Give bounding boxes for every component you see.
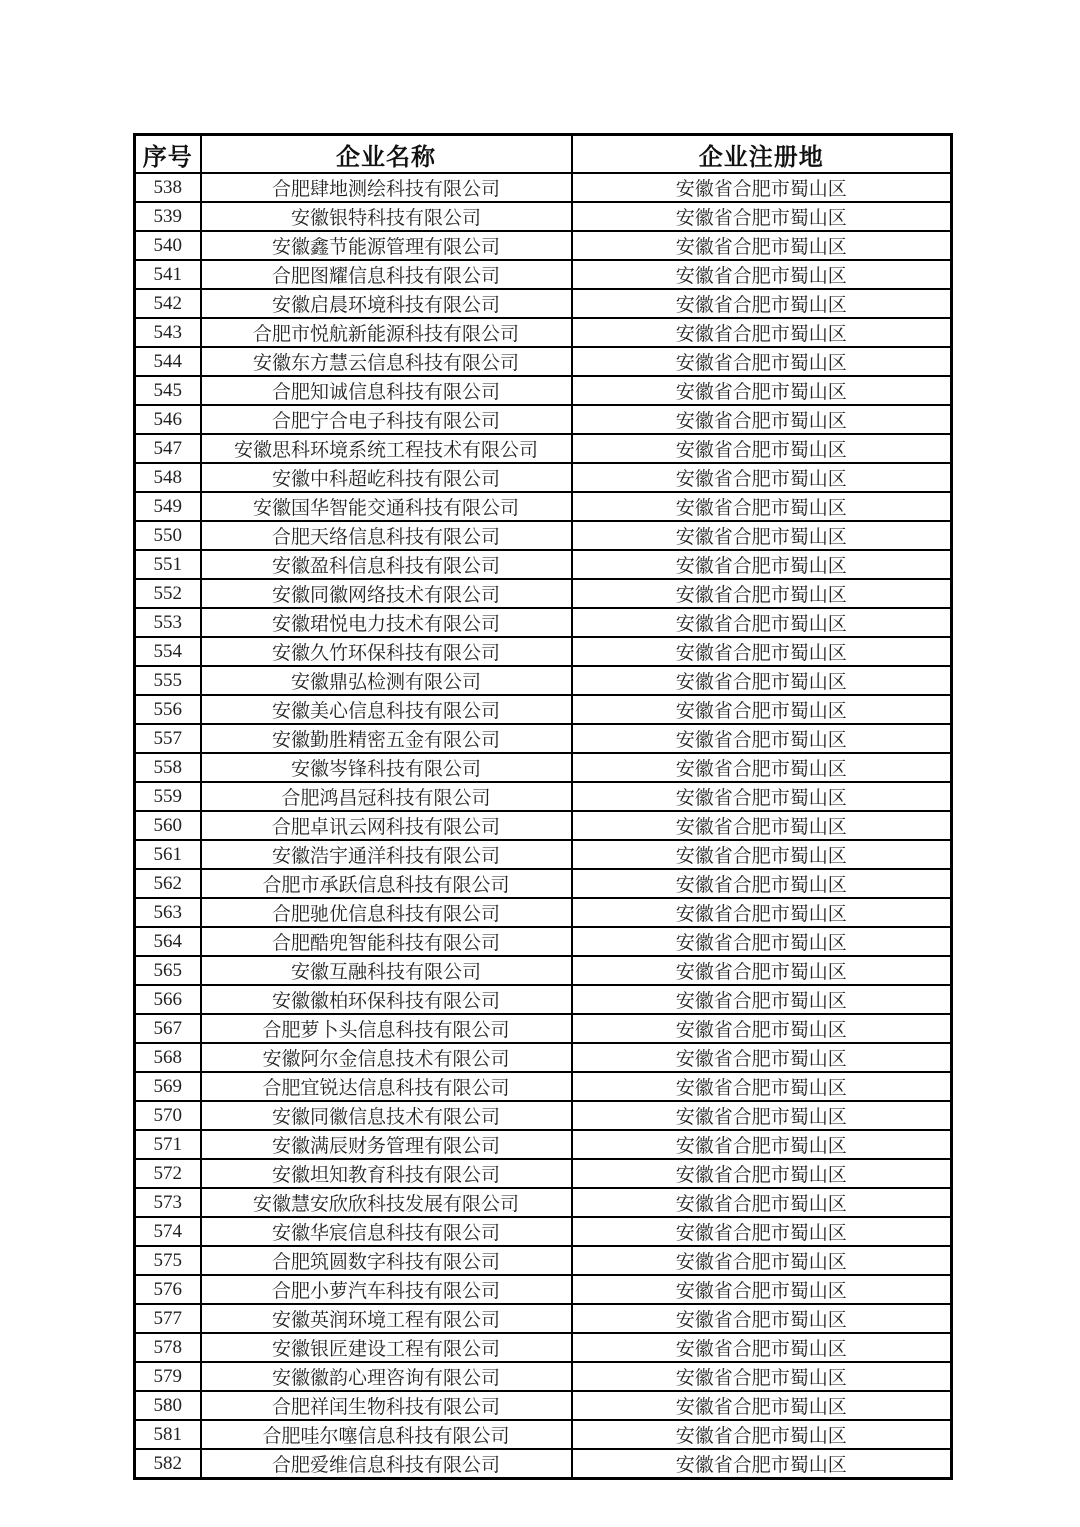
table-row xyxy=(135,869,952,898)
registration-place-cell: 安徽省合肥市蜀山区 xyxy=(572,1246,952,1275)
table-row xyxy=(135,608,952,637)
table-row xyxy=(135,202,952,231)
registration-place-cell: 安徽省合肥市蜀山区 xyxy=(572,1449,952,1479)
serial-number-cell: 540 xyxy=(135,231,201,260)
serial-number-cell: 538 xyxy=(135,173,201,202)
company-name-cell: 合肥祥闰生物科技有限公司 xyxy=(201,1391,572,1420)
company-registry-table xyxy=(133,133,953,1480)
registration-place-cell: 安徽省合肥市蜀山区 xyxy=(572,492,952,521)
registration-place-cell: 安徽省合肥市蜀山区 xyxy=(572,811,952,840)
serial-number-cell: 545 xyxy=(135,376,201,405)
serial-number-cell: 568 xyxy=(135,1043,201,1072)
table-row xyxy=(135,521,952,550)
table-row xyxy=(135,637,952,666)
registration-place-cell: 安徽省合肥市蜀山区 xyxy=(572,695,952,724)
table-row xyxy=(135,753,952,782)
company-name-cell: 合肥小萝汽车科技有限公司 xyxy=(201,1275,572,1304)
serial-number-cell: 551 xyxy=(135,550,201,579)
company-name-cell: 安徽同徽网络技术有限公司 xyxy=(201,579,572,608)
serial-number-cell: 548 xyxy=(135,463,201,492)
serial-number-cell: 553 xyxy=(135,608,201,637)
registration-place-cell: 安徽省合肥市蜀山区 xyxy=(572,231,952,260)
serial-number-cell: 564 xyxy=(135,927,201,956)
company-name-cell: 合肥酷兜智能科技有限公司 xyxy=(201,927,572,956)
company-name-cell: 合肥市悦航新能源科技有限公司 xyxy=(201,318,572,347)
serial-number-cell: 563 xyxy=(135,898,201,927)
table-row xyxy=(135,1275,952,1304)
serial-number-cell: 572 xyxy=(135,1159,201,1188)
company-name-cell: 安徽华宸信息科技有限公司 xyxy=(201,1217,572,1246)
registration-place-cell: 安徽省合肥市蜀山区 xyxy=(572,1275,952,1304)
serial-number-cell: 559 xyxy=(135,782,201,811)
company-name-cell: 合肥筑圆数字科技有限公司 xyxy=(201,1246,572,1275)
company-name-cell: 安徽徽韵心理咨询有限公司 xyxy=(201,1362,572,1391)
company-name-cell: 安徽慧安欣欣科技发展有限公司 xyxy=(201,1188,572,1217)
serial-number-cell: 543 xyxy=(135,318,201,347)
table-row xyxy=(135,782,952,811)
company-name-cell: 安徽珺悦电力技术有限公司 xyxy=(201,608,572,637)
table-row xyxy=(135,1130,952,1159)
company-name-cell: 合肥哇尔噻信息科技有限公司 xyxy=(201,1420,572,1449)
registration-place-cell: 安徽省合肥市蜀山区 xyxy=(572,608,952,637)
registration-place-cell: 安徽省合肥市蜀山区 xyxy=(572,1217,952,1246)
registration-place-cell: 安徽省合肥市蜀山区 xyxy=(572,376,952,405)
table-row xyxy=(135,318,952,347)
table-row xyxy=(135,1159,952,1188)
registration-place-cell: 安徽省合肥市蜀山区 xyxy=(572,1130,952,1159)
registration-place-cell: 安徽省合肥市蜀山区 xyxy=(572,1043,952,1072)
company-name-cell: 安徽鼎弘检测有限公司 xyxy=(201,666,572,695)
table-body xyxy=(135,173,952,1479)
registration-place-cell: 安徽省合肥市蜀山区 xyxy=(572,1072,952,1101)
serial-number-cell: 552 xyxy=(135,579,201,608)
company-name-cell: 合肥宁合电子科技有限公司 xyxy=(201,405,572,434)
serial-number-cell: 546 xyxy=(135,405,201,434)
registration-place-cell: 安徽省合肥市蜀山区 xyxy=(572,405,952,434)
table-row xyxy=(135,1014,952,1043)
table-row xyxy=(135,579,952,608)
table-row xyxy=(135,956,952,985)
company-name-cell: 安徽徽柏环保科技有限公司 xyxy=(201,985,572,1014)
serial-number-cell: 573 xyxy=(135,1188,201,1217)
serial-number-cell: 574 xyxy=(135,1217,201,1246)
serial-number-cell: 544 xyxy=(135,347,201,376)
company-name-cell: 安徽盈科信息科技有限公司 xyxy=(201,550,572,579)
company-name-cell: 合肥爱维信息科技有限公司 xyxy=(201,1449,572,1479)
serial-number-cell: 569 xyxy=(135,1072,201,1101)
registration-place-cell: 安徽省合肥市蜀山区 xyxy=(572,434,952,463)
table-header-row xyxy=(135,135,952,174)
serial-number-cell: 571 xyxy=(135,1130,201,1159)
company-name-cell: 合肥肆地测绘科技有限公司 xyxy=(201,173,572,202)
registration-place-cell: 安徽省合肥市蜀山区 xyxy=(572,1362,952,1391)
serial-number-cell: 578 xyxy=(135,1333,201,1362)
table-row xyxy=(135,1101,952,1130)
header-company-name: 企业名称 xyxy=(201,135,572,174)
registration-place-cell: 安徽省合肥市蜀山区 xyxy=(572,782,952,811)
registration-place-cell: 安徽省合肥市蜀山区 xyxy=(572,579,952,608)
table-row xyxy=(135,173,952,202)
table-row xyxy=(135,724,952,753)
company-name-cell: 合肥卓讯云网科技有限公司 xyxy=(201,811,572,840)
table-row xyxy=(135,347,952,376)
registration-place-cell: 安徽省合肥市蜀山区 xyxy=(572,753,952,782)
serial-number-cell: 550 xyxy=(135,521,201,550)
table-row xyxy=(135,1304,952,1333)
company-name-cell: 安徽中科超屹科技有限公司 xyxy=(201,463,572,492)
serial-number-cell: 541 xyxy=(135,260,201,289)
table-row xyxy=(135,405,952,434)
registration-place-cell: 安徽省合肥市蜀山区 xyxy=(572,724,952,753)
registration-place-cell: 安徽省合肥市蜀山区 xyxy=(572,869,952,898)
registration-place-cell: 安徽省合肥市蜀山区 xyxy=(572,1333,952,1362)
serial-number-cell: 560 xyxy=(135,811,201,840)
company-name-cell: 安徽银匠建设工程有限公司 xyxy=(201,1333,572,1362)
company-name-cell: 安徽启晨环境科技有限公司 xyxy=(201,289,572,318)
table-row xyxy=(135,260,952,289)
table-row xyxy=(135,1072,952,1101)
registration-place-cell: 安徽省合肥市蜀山区 xyxy=(572,1159,952,1188)
company-name-cell: 合肥市承跃信息科技有限公司 xyxy=(201,869,572,898)
table-row xyxy=(135,840,952,869)
table-row xyxy=(135,927,952,956)
company-name-cell: 合肥鸿昌冠科技有限公司 xyxy=(201,782,572,811)
registration-place-cell: 安徽省合肥市蜀山区 xyxy=(572,173,952,202)
company-name-cell: 安徽国华智能交通科技有限公司 xyxy=(201,492,572,521)
company-name-cell: 安徽同徽信息技术有限公司 xyxy=(201,1101,572,1130)
registration-place-cell: 安徽省合肥市蜀山区 xyxy=(572,1014,952,1043)
table-row xyxy=(135,434,952,463)
registration-place-cell: 安徽省合肥市蜀山区 xyxy=(572,289,952,318)
serial-number-cell: 549 xyxy=(135,492,201,521)
serial-number-cell: 582 xyxy=(135,1449,201,1479)
registration-place-cell: 安徽省合肥市蜀山区 xyxy=(572,347,952,376)
registration-place-cell: 安徽省合肥市蜀山区 xyxy=(572,1304,952,1333)
table-row xyxy=(135,550,952,579)
table-row xyxy=(135,811,952,840)
company-name-cell: 合肥天络信息科技有限公司 xyxy=(201,521,572,550)
company-name-cell: 安徽互融科技有限公司 xyxy=(201,956,572,985)
registration-place-cell: 安徽省合肥市蜀山区 xyxy=(572,898,952,927)
registration-place-cell: 安徽省合肥市蜀山区 xyxy=(572,956,952,985)
company-name-cell: 合肥萝卜头信息科技有限公司 xyxy=(201,1014,572,1043)
company-name-cell: 安徽美心信息科技有限公司 xyxy=(201,695,572,724)
table-row xyxy=(135,1362,952,1391)
company-name-cell: 安徽勤胜精密五金有限公司 xyxy=(201,724,572,753)
serial-number-cell: 539 xyxy=(135,202,201,231)
serial-number-cell: 565 xyxy=(135,956,201,985)
serial-number-cell: 581 xyxy=(135,1420,201,1449)
table-row xyxy=(135,231,952,260)
table-row xyxy=(135,492,952,521)
table-row xyxy=(135,1449,952,1479)
table-row xyxy=(135,1217,952,1246)
company-name-cell: 安徽岑锋科技有限公司 xyxy=(201,753,572,782)
company-name-cell: 安徽思科环境系统工程技术有限公司 xyxy=(201,434,572,463)
registration-place-cell: 安徽省合肥市蜀山区 xyxy=(572,202,952,231)
serial-number-cell: 558 xyxy=(135,753,201,782)
serial-number-cell: 562 xyxy=(135,869,201,898)
company-name-cell: 安徽浩宇通洋科技有限公司 xyxy=(201,840,572,869)
company-name-cell: 合肥知诚信息科技有限公司 xyxy=(201,376,572,405)
company-name-cell: 安徽阿尔金信息技术有限公司 xyxy=(201,1043,572,1072)
registration-place-cell: 安徽省合肥市蜀山区 xyxy=(572,637,952,666)
table-row xyxy=(135,898,952,927)
table-row xyxy=(135,1391,952,1420)
company-name-cell: 安徽鑫节能源管理有限公司 xyxy=(201,231,572,260)
serial-number-cell: 556 xyxy=(135,695,201,724)
table-row xyxy=(135,1333,952,1362)
company-name-cell: 合肥宜锐达信息科技有限公司 xyxy=(201,1072,572,1101)
table-row xyxy=(135,1043,952,1072)
serial-number-cell: 547 xyxy=(135,434,201,463)
table-row xyxy=(135,376,952,405)
serial-number-cell: 567 xyxy=(135,1014,201,1043)
company-name-cell: 安徽东方慧云信息科技有限公司 xyxy=(201,347,572,376)
company-name-cell: 合肥图耀信息科技有限公司 xyxy=(201,260,572,289)
table-row xyxy=(135,985,952,1014)
company-name-cell: 安徽满辰财务管理有限公司 xyxy=(201,1130,572,1159)
company-name-cell: 安徽银特科技有限公司 xyxy=(201,202,572,231)
registration-place-cell: 安徽省合肥市蜀山区 xyxy=(572,260,952,289)
serial-number-cell: 570 xyxy=(135,1101,201,1130)
registration-place-cell: 安徽省合肥市蜀山区 xyxy=(572,1188,952,1217)
serial-number-cell: 561 xyxy=(135,840,201,869)
company-name-cell: 安徽英润环境工程有限公司 xyxy=(201,1304,572,1333)
company-name-cell: 安徽坦知教育科技有限公司 xyxy=(201,1159,572,1188)
table-row xyxy=(135,1188,952,1217)
registration-place-cell: 安徽省合肥市蜀山区 xyxy=(572,927,952,956)
serial-number-cell: 580 xyxy=(135,1391,201,1420)
registration-place-cell: 安徽省合肥市蜀山区 xyxy=(572,1391,952,1420)
company-name-cell: 合肥驰优信息科技有限公司 xyxy=(201,898,572,927)
registration-place-cell: 安徽省合肥市蜀山区 xyxy=(572,550,952,579)
table-header xyxy=(135,135,952,174)
table-row xyxy=(135,1246,952,1275)
registration-place-cell: 安徽省合肥市蜀山区 xyxy=(572,985,952,1014)
table-row xyxy=(135,289,952,318)
table-row xyxy=(135,695,952,724)
serial-number-cell: 557 xyxy=(135,724,201,753)
registration-place-cell: 安徽省合肥市蜀山区 xyxy=(572,318,952,347)
table-row xyxy=(135,463,952,492)
header-registration-place: 企业注册地 xyxy=(572,135,952,174)
serial-number-cell: 542 xyxy=(135,289,201,318)
serial-number-cell: 577 xyxy=(135,1304,201,1333)
table-row xyxy=(135,666,952,695)
registration-place-cell: 安徽省合肥市蜀山区 xyxy=(572,666,952,695)
registration-place-cell: 安徽省合肥市蜀山区 xyxy=(572,463,952,492)
registration-place-cell: 安徽省合肥市蜀山区 xyxy=(572,1420,952,1449)
registration-place-cell: 安徽省合肥市蜀山区 xyxy=(572,1101,952,1130)
registration-place-cell: 安徽省合肥市蜀山区 xyxy=(572,521,952,550)
serial-number-cell: 576 xyxy=(135,1275,201,1304)
header-serial-number: 序号 xyxy=(135,135,201,174)
serial-number-cell: 575 xyxy=(135,1246,201,1275)
registration-place-cell: 安徽省合肥市蜀山区 xyxy=(572,840,952,869)
serial-number-cell: 554 xyxy=(135,637,201,666)
company-name-cell: 安徽久竹环保科技有限公司 xyxy=(201,637,572,666)
table-row xyxy=(135,1420,952,1449)
serial-number-cell: 555 xyxy=(135,666,201,695)
serial-number-cell: 566 xyxy=(135,985,201,1014)
serial-number-cell: 579 xyxy=(135,1362,201,1391)
